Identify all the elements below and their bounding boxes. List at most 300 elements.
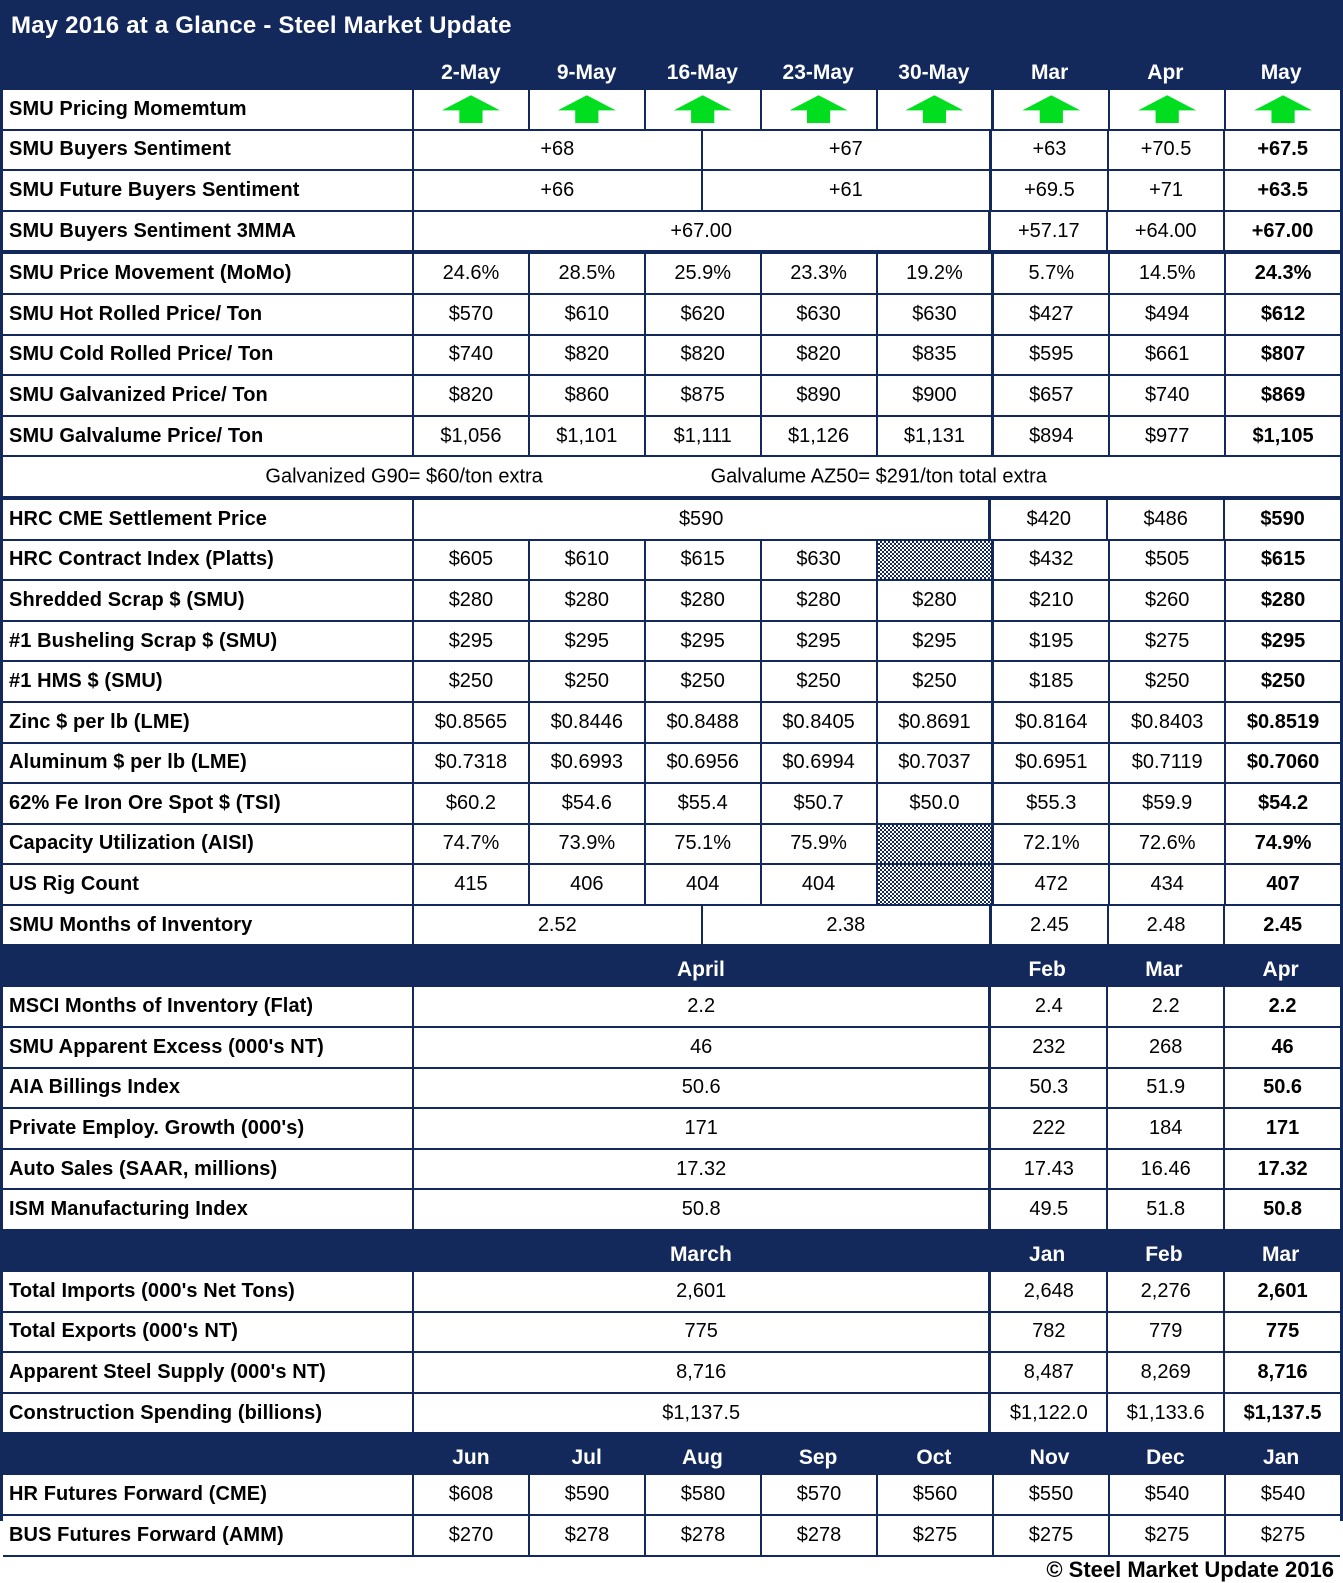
value-cell: 72.6% (1110, 825, 1226, 864)
row-label: Total Imports (000's Net Tons) (3, 1272, 414, 1311)
value-cell: $278 (530, 1516, 646, 1555)
value-cell: 16.46 (1108, 1150, 1225, 1189)
value-cell: $280 (530, 581, 646, 620)
value-cell: 74.9% (1254, 832, 1312, 855)
column-header-cell: March (669, 1243, 732, 1267)
row-hrc-cme-settlement (3, 500, 1340, 541)
row-hr-futures-forward (3, 1475, 1340, 1516)
column-header-cell: Jan (1263, 1446, 1300, 1470)
value-cell: $278 (762, 1516, 878, 1555)
value-cell: $608 (414, 1475, 530, 1514)
value-cell: $0.8164 (994, 703, 1110, 742)
value-cell: 5.7% (994, 254, 1110, 293)
row-label: #1 Busheling Scrap $ (SMU) (3, 622, 414, 661)
value-cell: 75.9% (762, 825, 878, 864)
value-cell: $280 (878, 581, 995, 620)
value-cell: $869 (1260, 383, 1306, 406)
value-cell: $195 (994, 622, 1110, 661)
value-cell: $590 (530, 1475, 646, 1514)
note-text: Galvanized G90= $60/ton extra (265, 465, 543, 488)
value-cell: $740 (414, 336, 530, 375)
value-cell: $210 (994, 581, 1110, 620)
note-text: Galvalume AZ50= $291/ton total extra (710, 465, 1047, 488)
row-label: SMU Hot Rolled Price/ Ton (3, 295, 414, 334)
column-header-cell: May (1260, 61, 1302, 84)
value-cell: $427 (994, 295, 1110, 334)
value-cell: $1,137.5 (414, 1394, 991, 1433)
row-label: MSCI Months of Inventory (Flat) (3, 987, 414, 1026)
value-cell: $1,131 (878, 417, 995, 456)
column-header-cell: Sep (798, 1446, 838, 1470)
value-cell: $610 (530, 295, 646, 334)
value-cell: 8,269 (1108, 1353, 1225, 1392)
value-cell: $1,101 (530, 417, 646, 456)
value-cell: $657 (994, 376, 1110, 415)
no-data-hatched-cell (878, 865, 995, 904)
momentum-cell (1226, 90, 1340, 129)
value-cell: $0.8403 (1110, 703, 1226, 742)
value-cell: 782 (991, 1313, 1108, 1352)
value-cell: 184 (1108, 1109, 1225, 1148)
value-cell: 775 (414, 1313, 991, 1352)
row-label: SMU Months of Inventory (3, 906, 414, 945)
value-cell: $250 (878, 662, 995, 701)
row-smu-buyers-sentiment (3, 131, 1340, 172)
value-cell: $0.7060 (1246, 751, 1320, 774)
row-shredded-scrap (3, 581, 1340, 622)
row-capacity-utilization (3, 825, 1340, 866)
column-header-cell: 23-May (782, 61, 854, 84)
value-cell: $1,056 (414, 417, 530, 456)
value-cell: +71 (1109, 171, 1226, 210)
value-cell: 434 (1110, 865, 1226, 904)
value-cell: $275 (1110, 622, 1226, 661)
value-cell: 75.1% (646, 825, 762, 864)
up-arrow-icon (558, 95, 616, 123)
value-cell: 2,648 (991, 1272, 1108, 1311)
value-cell: $0.8565 (414, 703, 530, 742)
value-cell: 50.8 (1263, 1198, 1303, 1221)
row-aia-billings (3, 1069, 1340, 1110)
up-arrow-icon (1022, 95, 1080, 123)
value-cell: 50.6 (414, 1069, 991, 1108)
row-ism-manufacturing (3, 1190, 1340, 1231)
up-arrow-icon (1254, 95, 1312, 123)
value-cell: $60.2 (414, 784, 530, 823)
value-cell: 14.5% (1110, 254, 1226, 293)
column-header-cell: Jun (452, 1446, 490, 1470)
value-cell: $270 (414, 1516, 530, 1555)
value-cell: 222 (991, 1109, 1108, 1148)
value-cell: 775 (1265, 1320, 1300, 1343)
value-cell: 46 (1271, 1035, 1294, 1058)
value-cell: $54.2 (1258, 791, 1309, 814)
row-label: Apparent Steel Supply (000's NT) (3, 1353, 414, 1392)
value-cell: 50.8 (414, 1190, 991, 1229)
value-cell: $630 (762, 295, 878, 334)
value-cell: 2.2 (414, 987, 991, 1026)
column-header-row (3, 48, 1340, 90)
value-cell: $278 (646, 1516, 762, 1555)
section-header-april (3, 946, 1340, 987)
row-label: SMU Cold Rolled Price/ Ton (3, 336, 414, 375)
value-cell: 404 (646, 865, 762, 904)
row-label: SMU Buyers Sentiment 3MMA (3, 212, 414, 251)
value-cell: $295 (878, 622, 995, 661)
value-cell: $494 (1110, 295, 1226, 334)
row-smu-months-inventory (3, 906, 1340, 947)
value-cell: 74.7% (414, 825, 530, 864)
row-label (3, 48, 414, 88)
value-cell: $570 (762, 1475, 878, 1514)
momentum-cell (762, 90, 878, 129)
value-cell: $0.8446 (530, 703, 646, 742)
value-cell: $0.6951 (994, 744, 1110, 783)
row-bus-futures-forward (3, 1516, 1340, 1557)
value-cell: $275 (1260, 1523, 1306, 1546)
value-cell: +63.5 (1257, 178, 1308, 201)
row-label: SMU Pricing Momemtum (3, 90, 414, 129)
value-cell: $50.7 (762, 784, 878, 823)
value-cell: $860 (530, 376, 646, 415)
row-smu-buyers-sentiment-3mma (3, 212, 1340, 255)
value-cell: $295 (646, 622, 762, 661)
row-total-imports (3, 1272, 1340, 1313)
value-cell: 2.45 (1263, 913, 1303, 936)
value-cell: $55.3 (994, 784, 1110, 823)
value-cell: +57.17 (991, 212, 1108, 251)
value-cell: $820 (414, 376, 530, 415)
momentum-cell (530, 90, 646, 129)
row-smu-future-buyers-sentiment (3, 171, 1340, 212)
value-cell: 232 (991, 1028, 1108, 1067)
value-cell: $0.6994 (762, 744, 878, 783)
value-cell: 2.2 (1268, 995, 1297, 1018)
value-cell: $1,137.5 (1243, 1401, 1322, 1424)
value-cell: $620 (646, 295, 762, 334)
row-label: SMU Apparent Excess (000's NT) (3, 1028, 414, 1067)
value-cell: $820 (646, 336, 762, 375)
value-cell: +68 (414, 131, 703, 170)
column-header-cell: Mar (1261, 1243, 1300, 1267)
value-cell: +67.00 (414, 212, 991, 251)
value-cell: 46 (414, 1028, 991, 1067)
value-cell: 24.3% (1254, 262, 1312, 285)
section-header-march (3, 1231, 1340, 1272)
row-iron-ore (3, 784, 1340, 825)
value-cell: $550 (994, 1475, 1110, 1514)
row-label: SMU Galvanized Price/ Ton (3, 376, 414, 415)
value-cell: $275 (1110, 1516, 1226, 1555)
value-cell: $595 (994, 336, 1110, 375)
row-label (3, 1434, 414, 1473)
column-header-cell: 2-May (441, 61, 501, 84)
column-header-cell: Apr (1262, 958, 1299, 982)
row-label (3, 946, 414, 985)
value-cell: +63 (992, 131, 1109, 170)
section-header-futures-months (3, 1434, 1340, 1475)
title-bar (3, 3, 1340, 48)
column-header-cell: Nov (1029, 1446, 1070, 1470)
copyright-text: © Steel Market Update 2016 (1046, 1556, 1334, 1582)
column-header-cell: 16-May (666, 61, 738, 84)
value-cell: $590 (414, 500, 991, 539)
no-data-hatched-cell (878, 541, 995, 580)
value-cell: 73.9% (530, 825, 646, 864)
momentum-cell (646, 90, 762, 129)
row-label: Capacity Utilization (AISI) (3, 825, 414, 864)
row-label: Private Employ. Growth (000's) (3, 1109, 414, 1148)
value-cell: $432 (994, 541, 1110, 580)
up-arrow-icon (674, 95, 732, 123)
row-label: Shredded Scrap $ (SMU) (3, 581, 414, 620)
column-header-cell: Oct (916, 1446, 952, 1470)
value-cell: 23.3% (762, 254, 878, 293)
value-cell: $630 (878, 295, 995, 334)
column-header-cell: Feb (1145, 1243, 1183, 1267)
value-cell: $59.9 (1110, 784, 1226, 823)
value-cell: $1,133.6 (1108, 1394, 1225, 1433)
up-arrow-icon (905, 95, 963, 123)
value-cell: $280 (646, 581, 762, 620)
value-cell: 2.4 (991, 987, 1108, 1026)
row-busheling-scrap (3, 622, 1340, 663)
value-cell: $0.7318 (414, 744, 530, 783)
value-cell: $295 (414, 622, 530, 661)
value-cell: $486 (1108, 500, 1225, 539)
column-header-cell: 30-May (898, 61, 970, 84)
column-header-cell: Feb (1028, 958, 1066, 982)
value-cell: $185 (994, 662, 1110, 701)
row-label: Construction Spending (billions) (3, 1394, 414, 1433)
value-cell: $250 (646, 662, 762, 701)
value-cell: 17.43 (991, 1150, 1108, 1189)
value-cell: 2,601 (414, 1272, 991, 1311)
value-cell: 2.45 (992, 906, 1109, 945)
value-cell: 472 (994, 865, 1110, 904)
value-cell: 51.9 (1108, 1069, 1225, 1108)
value-cell: $570 (414, 295, 530, 334)
row-hms (3, 662, 1340, 703)
value-cell: $540 (1260, 1483, 1306, 1506)
row-label: BUS Futures Forward (AMM) (3, 1516, 414, 1555)
value-cell: $661 (1110, 336, 1226, 375)
value-cell: $0.8519 (1246, 710, 1320, 733)
value-cell: $590 (1260, 507, 1305, 530)
row-zinc (3, 703, 1340, 744)
value-cell: $1,111 (646, 417, 762, 456)
row-label: AIA Billings Index (3, 1069, 414, 1108)
up-arrow-icon (442, 95, 500, 123)
column-header-cell: Mar (1145, 958, 1183, 982)
row-label: HRC Contract Index (Platts) (3, 541, 414, 580)
value-cell: $1,122.0 (991, 1394, 1108, 1433)
momentum-cell (878, 90, 995, 129)
column-header-cell: Jul (571, 1446, 602, 1470)
row-label: SMU Price Movement (MoMo) (3, 254, 414, 293)
value-cell: $0.8488 (646, 703, 762, 742)
row-private-employ-growth (3, 1109, 1340, 1150)
value-cell: $250 (1260, 670, 1306, 693)
row-label: SMU Galvalume Price/ Ton (3, 417, 414, 456)
value-cell: +67.00 (1251, 219, 1314, 242)
value-cell: 17.32 (414, 1150, 991, 1189)
value-cell: $1,126 (762, 417, 878, 456)
value-cell: 50.3 (991, 1069, 1108, 1108)
value-cell: $0.7119 (1110, 744, 1226, 783)
value-cell: $0.6956 (646, 744, 762, 783)
value-cell: +67 (703, 131, 993, 170)
value-cell: 268 (1108, 1028, 1225, 1067)
row-label: HRC CME Settlement Price (3, 500, 414, 539)
row-label: ISM Manufacturing Index (3, 1190, 414, 1229)
value-cell: 779 (1108, 1313, 1225, 1352)
value-cell: 8,716 (414, 1353, 991, 1392)
row-smu-apparent-excess (3, 1028, 1340, 1069)
value-cell: 2.38 (703, 906, 993, 945)
value-cell: $615 (646, 541, 762, 580)
value-cell: 407 (1266, 873, 1300, 896)
value-cell: 2.48 (1109, 906, 1226, 945)
value-cell: $807 (1260, 343, 1306, 366)
value-cell: $540 (1110, 1475, 1226, 1514)
value-cell: 51.8 (1108, 1190, 1225, 1229)
row-auto-sales (3, 1150, 1340, 1191)
value-cell: $835 (878, 336, 995, 375)
value-cell: $275 (878, 1516, 994, 1555)
column-header-cell: 9-May (556, 61, 617, 84)
page-title: May 2016 at a Glance - Steel Market Update (11, 11, 512, 39)
value-cell: +64.00 (1108, 212, 1225, 251)
value-cell: $250 (530, 662, 646, 701)
value-cell: $580 (646, 1475, 762, 1514)
row-construction-spending (3, 1394, 1340, 1435)
row-smu-price-movement (3, 254, 1340, 295)
up-arrow-icon (1138, 95, 1196, 123)
value-cell: $0.8691 (878, 703, 995, 742)
value-cell: 49.5 (991, 1190, 1108, 1229)
value-cell: $295 (762, 622, 878, 661)
row-label: HR Futures Forward (CME) (3, 1475, 414, 1514)
momentum-cell (994, 90, 1110, 129)
column-header-cell: Mar (1030, 61, 1069, 84)
row-apparent-steel-supply (3, 1353, 1340, 1394)
momentum-cell (414, 90, 530, 129)
value-cell: $0.8405 (762, 703, 878, 742)
coating-extras-note-row (3, 457, 1340, 500)
value-cell: $280 (414, 581, 530, 620)
value-cell: $280 (762, 581, 878, 620)
note-cell (3, 457, 1340, 496)
row-label (3, 1231, 414, 1270)
value-cell: 2,276 (1108, 1272, 1225, 1311)
value-cell: $977 (1110, 417, 1226, 456)
row-label: US Rig Count (3, 865, 414, 904)
column-header-cell: Jan (1029, 1243, 1066, 1267)
value-cell: 24.6% (414, 254, 530, 293)
value-cell: 2.52 (414, 906, 703, 945)
column-header-cell: April (676, 958, 725, 982)
value-cell: $610 (530, 541, 646, 580)
value-cell: 8,716 (1257, 1361, 1308, 1384)
value-cell: 17.32 (1257, 1157, 1308, 1180)
value-cell: $295 (530, 622, 646, 661)
row-label: SMU Future Buyers Sentiment (3, 171, 414, 210)
row-label: 62% Fe Iron Ore Spot $ (TSI) (3, 784, 414, 823)
row-label: Total Exports (000's NT) (3, 1313, 414, 1352)
value-cell: 404 (762, 865, 878, 904)
value-cell: $894 (994, 417, 1110, 456)
value-cell: $560 (878, 1475, 994, 1514)
value-cell: 2.2 (1108, 987, 1225, 1026)
value-cell: 72.1% (994, 825, 1110, 864)
value-cell: 19.2% (878, 254, 995, 293)
value-cell: 415 (414, 865, 530, 904)
value-cell: $900 (878, 376, 995, 415)
row-label: Aluminum $ per lb (LME) (3, 744, 414, 783)
row-smu-galvalume (3, 417, 1340, 458)
row-hrc-contract-index (3, 541, 1340, 582)
value-cell: $630 (762, 541, 878, 580)
value-cell: $260 (1110, 581, 1226, 620)
value-cell: $250 (1110, 662, 1226, 701)
value-cell: $505 (1110, 541, 1226, 580)
value-cell: 28.5% (530, 254, 646, 293)
row-msci-months-inventory (3, 987, 1340, 1028)
value-cell: $820 (530, 336, 646, 375)
row-label: SMU Buyers Sentiment (3, 131, 414, 170)
value-cell: +70.5 (1109, 131, 1226, 170)
column-header-cell: Apr (1147, 61, 1184, 84)
value-cell: 406 (530, 865, 646, 904)
value-cell: $275 (994, 1516, 1110, 1555)
row-aluminum (3, 744, 1340, 785)
value-cell: $0.7037 (878, 744, 995, 783)
value-cell: 50.6 (1263, 1076, 1303, 1099)
value-cell: $250 (414, 662, 530, 701)
value-cell: $1,105 (1252, 424, 1314, 447)
value-cell: $250 (762, 662, 878, 701)
value-cell: $420 (991, 500, 1108, 539)
row-smu-hot-rolled (3, 295, 1340, 336)
value-cell: $875 (646, 376, 762, 415)
value-cell: $612 (1260, 302, 1306, 325)
no-data-hatched-cell (878, 825, 995, 864)
row-smu-pricing-momentum (3, 90, 1340, 131)
value-cell: 171 (414, 1109, 991, 1148)
value-cell: 171 (1265, 1117, 1300, 1140)
value-cell: $55.4 (646, 784, 762, 823)
value-cell: $295 (1260, 629, 1306, 652)
row-label: #1 HMS $ (SMU) (3, 662, 414, 701)
row-label: Zinc $ per lb (LME) (3, 703, 414, 742)
value-cell: 25.9% (646, 254, 762, 293)
row-label: Auto Sales (SAAR, millions) (3, 1150, 414, 1189)
momentum-cell (1110, 90, 1226, 129)
value-cell: +67.5 (1257, 138, 1308, 161)
value-cell: 2,601 (1257, 1279, 1308, 1302)
value-cell: $280 (1260, 588, 1306, 611)
value-cell: $820 (762, 336, 878, 375)
row-us-rig-count (3, 865, 1340, 906)
value-cell: +69.5 (992, 171, 1109, 210)
column-header-cell: Aug (681, 1446, 723, 1470)
row-smu-cold-rolled (3, 336, 1340, 377)
value-cell: $890 (762, 376, 878, 415)
value-cell: +61 (703, 171, 993, 210)
value-cell: $50.0 (878, 784, 995, 823)
value-cell: $0.6993 (530, 744, 646, 783)
